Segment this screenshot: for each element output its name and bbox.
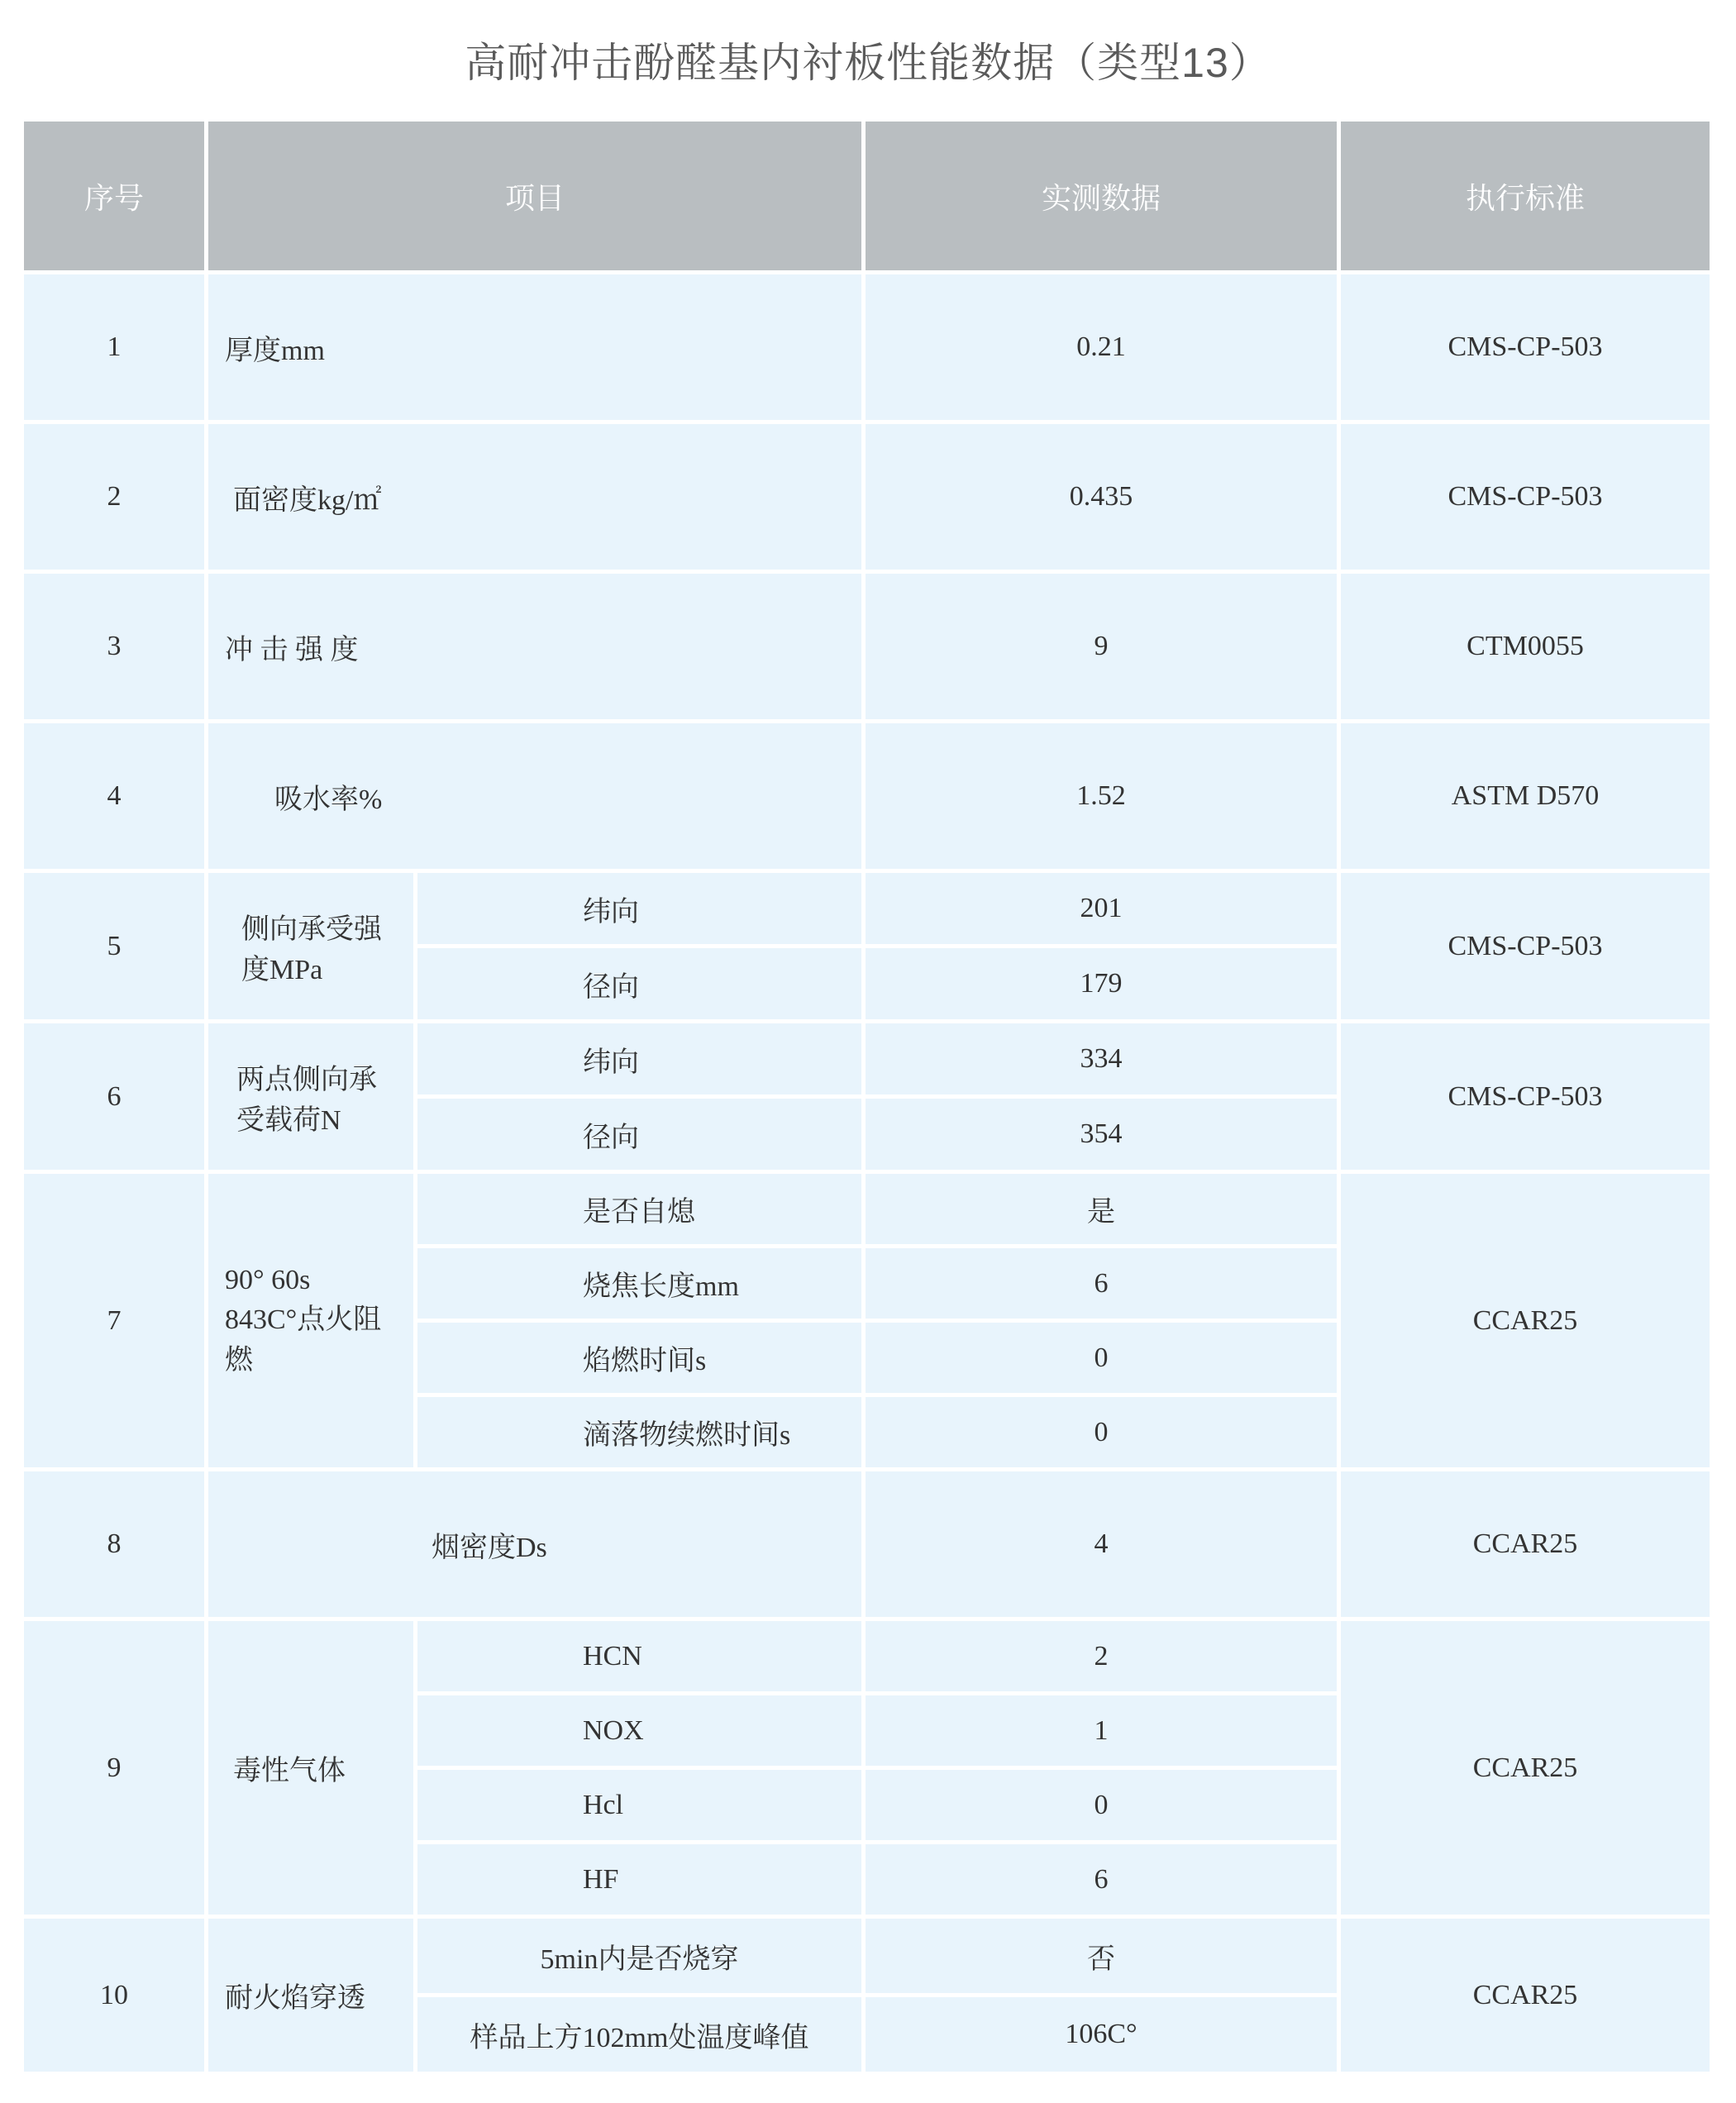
value-cell: 0 (866, 1397, 1337, 1467)
subitem-cell: 纬向 (417, 873, 861, 944)
item-cell: 毒性气体 (208, 1621, 413, 1915)
standard-cell: CTM0055 (1341, 574, 1710, 719)
standard-cell: ASTM D570 (1341, 723, 1710, 869)
standard-cell: CMS-CP-503 (1341, 424, 1710, 570)
value-cell: 106C° (866, 1997, 1337, 2072)
subitem-cell: HCN (417, 1621, 861, 1691)
subitem-cell: 样品上方102mm处温度峰值 (417, 1997, 861, 2072)
performance-table (20, 117, 1714, 2076)
table-row (24, 1919, 1710, 1993)
table-row (24, 1621, 1710, 1691)
standard-cell: CCAR25 (1341, 1471, 1710, 1617)
item-cell: 厚度mm (208, 274, 861, 420)
standard-cell: CMS-CP-503 (1341, 1023, 1710, 1170)
seq-cell: 6 (24, 1023, 204, 1170)
subitem-cell: 烧焦长度mm (417, 1248, 861, 1319)
standard-cell: CCAR25 (1341, 1919, 1710, 2072)
subitem-cell: HF (417, 1844, 861, 1915)
value-cell: 1 (866, 1695, 1337, 1766)
value-cell: 9 (866, 574, 1337, 719)
value-cell: 否 (866, 1919, 1337, 1993)
table-row (24, 723, 1710, 869)
subitem-cell: Hcl (417, 1770, 861, 1840)
seq-cell: 7 (24, 1174, 204, 1467)
value-cell: 6 (866, 1844, 1337, 1915)
value-cell: 0 (866, 1770, 1337, 1840)
standard-cell: CCAR25 (1341, 1621, 1710, 1915)
standard-cell: CMS-CP-503 (1341, 274, 1710, 420)
subitem-cell: 焰燃时间s (417, 1323, 861, 1393)
table-row (24, 1471, 1710, 1617)
table-row (24, 424, 1710, 570)
standard-cell: CCAR25 (1341, 1174, 1710, 1467)
table-row (24, 873, 1710, 944)
seq-cell: 4 (24, 723, 204, 869)
subitem-cell: NOX (417, 1695, 861, 1766)
seq-cell: 8 (24, 1471, 204, 1617)
subitem-cell: 是否自熄 (417, 1174, 861, 1244)
value-cell: 0.435 (866, 424, 1337, 570)
table-row (24, 1023, 1710, 1094)
header-seq: 序号 (24, 122, 204, 270)
item-cell: 烟密度Ds (208, 1471, 861, 1617)
seq-cell: 3 (24, 574, 204, 719)
value-cell: 334 (866, 1023, 1337, 1094)
item-cell: 耐火焰穿透 (208, 1919, 413, 2072)
subitem-cell: 纬向 (417, 1023, 861, 1094)
page-title: 高耐冲击酚醛基内衬板性能数据（类型13） (465, 40, 1271, 86)
value-cell: 201 (866, 873, 1337, 944)
item-cell: 冲 击 强 度 (208, 574, 861, 719)
standard-cell: CMS-CP-503 (1341, 873, 1710, 1019)
value-cell: 1.52 (866, 723, 1337, 869)
table-row (24, 574, 1710, 719)
subitem-cell: 径向 (417, 948, 861, 1019)
item-cell: 90° 60s 843C°点火阻燃 (208, 1174, 413, 1467)
header-standard: 执行标准 (1341, 122, 1710, 270)
table-row (24, 274, 1710, 420)
seq-cell: 1 (24, 274, 204, 420)
seq-cell: 10 (24, 1919, 204, 2072)
subitem-cell: 5min内是否烧穿 (417, 1919, 861, 1993)
item-cell: 面密度kg/㎡ (208, 424, 861, 570)
item-cell: 侧向承受强度MPa (208, 873, 413, 1019)
header-value: 实测数据 (866, 122, 1337, 270)
value-cell: 0.21 (866, 274, 1337, 420)
value-cell: 0 (866, 1323, 1337, 1393)
table-row (24, 1174, 1710, 1244)
value-cell: 2 (866, 1621, 1337, 1691)
item-cell: 吸水率% (208, 723, 861, 869)
item-cell: 两点侧向承受载荷N (208, 1023, 413, 1170)
subitem-cell: 滴落物续燃时间s (417, 1397, 861, 1467)
seq-cell: 2 (24, 424, 204, 570)
seq-cell: 5 (24, 873, 204, 1019)
value-cell: 179 (866, 948, 1337, 1019)
subitem-cell: 径向 (417, 1099, 861, 1170)
value-cell: 354 (866, 1099, 1337, 1170)
value-cell: 是 (866, 1174, 1337, 1244)
header-item: 项目 (208, 122, 861, 270)
value-cell: 4 (866, 1471, 1337, 1617)
table-header (24, 122, 1710, 270)
seq-cell: 9 (24, 1621, 204, 1915)
value-cell: 6 (866, 1248, 1337, 1319)
